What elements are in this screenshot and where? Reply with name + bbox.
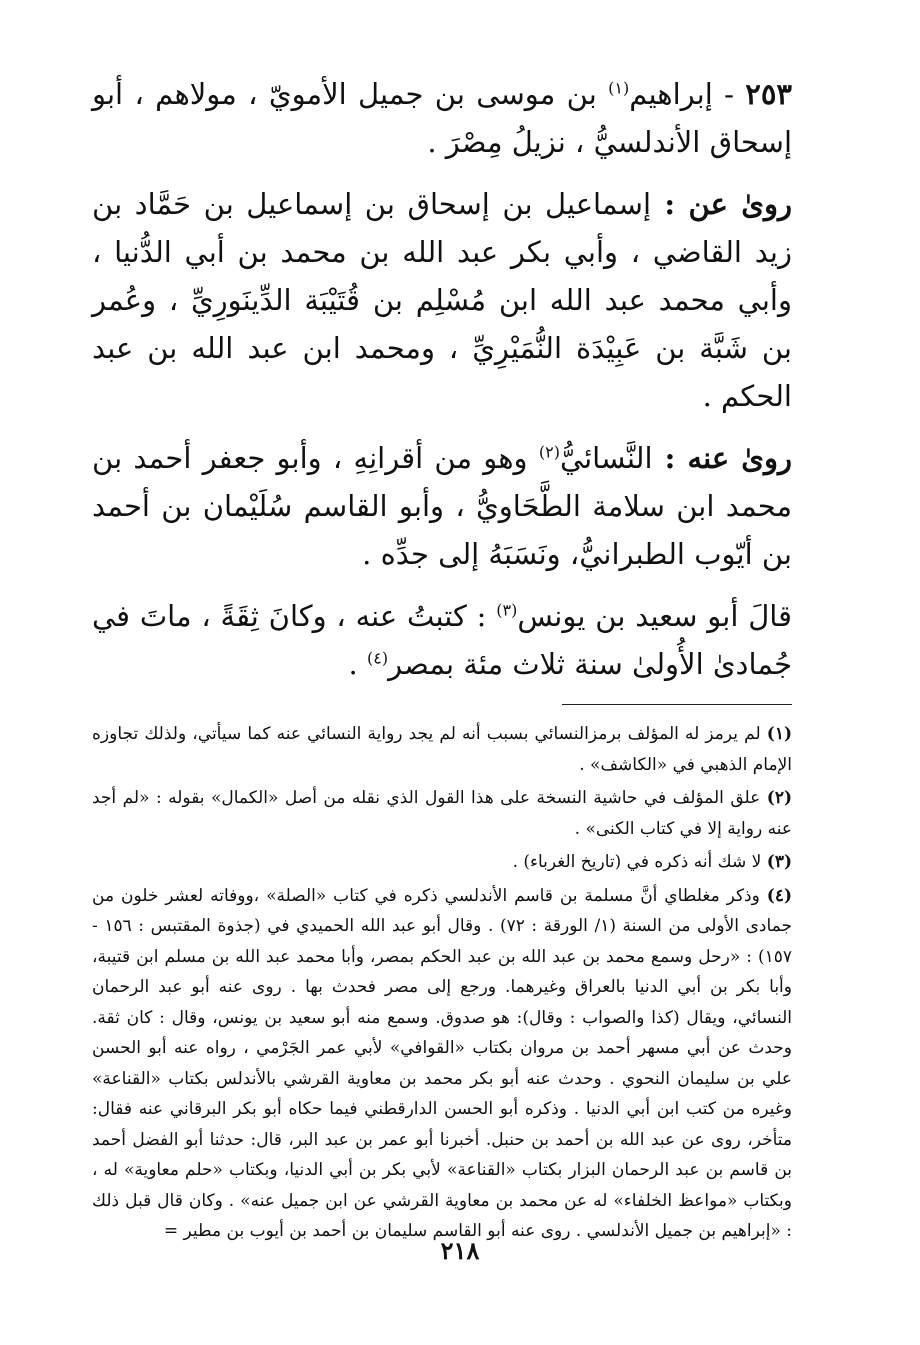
- footnote-ref-1: (١): [608, 78, 630, 98]
- said-text-3: .: [348, 647, 367, 681]
- footnote-ref-3: (٣): [496, 600, 518, 620]
- footnote-4: [92, 881, 792, 1247]
- narrated-by-text: وهو من أقرانِهِ ، وأبو جعفر أحمد بن محمد ابن سلامة الطَّحَاويُّ ، وأبو القاسم سُلَيْمان بن أحمد بن أيّوب الطبرانيُّ، ونَسَبَهُ إلى جدِّه .: [92, 441, 792, 571]
- footnote-text: لم يرمز له المؤلف برمزالنسائي بسبب أنه لم يجد رواية النسائي عنه كما سيأتي، ولذلك تجاوزه الإمام الذهبي في «الكاشف» .: [92, 724, 792, 775]
- said-text-1: قالَ أبو سعيد بن يونس: [517, 599, 793, 633]
- footnote-ref-2: (٢): [538, 442, 560, 462]
- footnote-2: [92, 783, 792, 844]
- footnote-divider: [562, 704, 792, 705]
- narrated-from-text: إسماعيل بن إسحاق بن إسماعيل بن حَمَّاد بن زيد القاضي ، وأبي بكر عبد الله بن محمد بن أبي الدُّنيا ، وأبي محمد عبد الله ابن مُسْلِم بن قُتَيْبَة الدِّينَورِيِّ ، وعُمر بن شَبَّة بن عَبِيْدَة النُّمَيْرِيِّ ، ومحمد ابن عبد الله بن عبد الحكم .: [92, 187, 792, 413]
- footnote-3: [92, 847, 792, 878]
- footnote-number: (٢): [766, 788, 792, 808]
- narrated-by-paragraph: [92, 434, 792, 578]
- page-content: [92, 70, 792, 1250]
- footnote-text: علق المؤلف في حاشية النسخة على هذا القول الذي نقله من أصل «الكمال» بقوله : «لم أجد عنه رواية إلا في كتاب الكنى» .: [92, 788, 792, 839]
- footnote-text: وذكر مغلطاي أنَّ مسلمة بن قاسم الأندلسي ذكره في كتاب «الصلة» ،ووفاته لعشر خلون من جمادى الأولى من السنة (١/ الورقة : ٧٢) . وقال أبو عبد الله الحميدي في (جذوة المقتبس : ١٥٦ - ١٥٧) : «رحل وسمع محمد بن عبد الله بن عبد الحكم بمصر، وأبا محمد عبد الله بن مسلم ابن قتيبة، وأبا بكر بن أبي الدنيا بالعراق وغيرهما. ورجع إلى مصر فحدث بها . روى عنه أبو عبد الرحمان النسائي، ويقال (كذا والصواب : وقال): هو صدوق. وسمع منه أبو سعيد بن يونس، وقال : كان ثقة. وحدث عن أبي مسهر أحمد بن مروان بكتاب «القوافي» لأبي عمر الجَرْمي ، رواه عنه أبو الحسن علي بن سليمان النحوي . وحدث عنه أبو بكر محمد بن معاوية القرشي بالأندلس بكتاب «القناعة» وغيره من كتب ابن أبي الدنيا . وذكره أبو الحسن الدارقطني فيما حكاه أبو بكر البرقاني عنه فقال: متأخر، روى عن عبد الله بن أحمد بن حنبل. أخبرنا أبو عمر بن عبد البر، قال: حدثنا أبو الفضل أحمد بن قاسم بن عبد الرحمان البزار بكتاب «القناعة» لأبي بكر بن أبي الدنيا، وبكتاب «حلم معاوية» له ، وبكتاب «مواعظ الخلفاء» له عن محمد بن معاوية القرشي عن ابن جميل عنه» . وكان قال قبل ذلك : «إبراهيم بن جميل الأندلسي . روى عنه أبو القاسم سليمان بن أحمد بن أيوب بن مطير =: [92, 885, 792, 1241]
- footnote-number: (٣): [766, 852, 792, 872]
- entry-dash: -: [712, 77, 746, 111]
- narrated-from-paragraph: [92, 180, 792, 420]
- said-text-2: : كتبتُ عنه ، وكانَ ثِقَةً ، ماتَ في جُمادىٰ الأُولىٰ سنة ثلاث مئة بمصر: [92, 599, 792, 681]
- narrated-from-label: روىٰ عن :: [651, 187, 792, 221]
- page-number: ٢١٨: [440, 1236, 480, 1265]
- footnote-1: [92, 719, 792, 780]
- said-paragraph: [92, 592, 792, 688]
- entry-heading: [92, 70, 792, 166]
- entry-description: بن موسى بن جميل الأمويّ ، مولاهم ، أبو إسحاق الأندلسيُّ ، نزيلُ مِصْرَ .: [92, 77, 792, 159]
- footnote-number: (٤): [766, 885, 792, 906]
- footnote-text: لا شك أنه ذكره في (تاريخ الغرباء) .: [512, 852, 767, 872]
- narrated-by-first: النَّسائيُّ: [559, 441, 653, 475]
- footnote-number: (١): [766, 724, 792, 744]
- entry-number: ٢٥٣: [745, 77, 792, 111]
- footnote-ref-4: (٤): [366, 648, 389, 668]
- narrated-by-label: روىٰ عنه :: [652, 441, 792, 475]
- entry-name: إبراهيم: [629, 77, 713, 111]
